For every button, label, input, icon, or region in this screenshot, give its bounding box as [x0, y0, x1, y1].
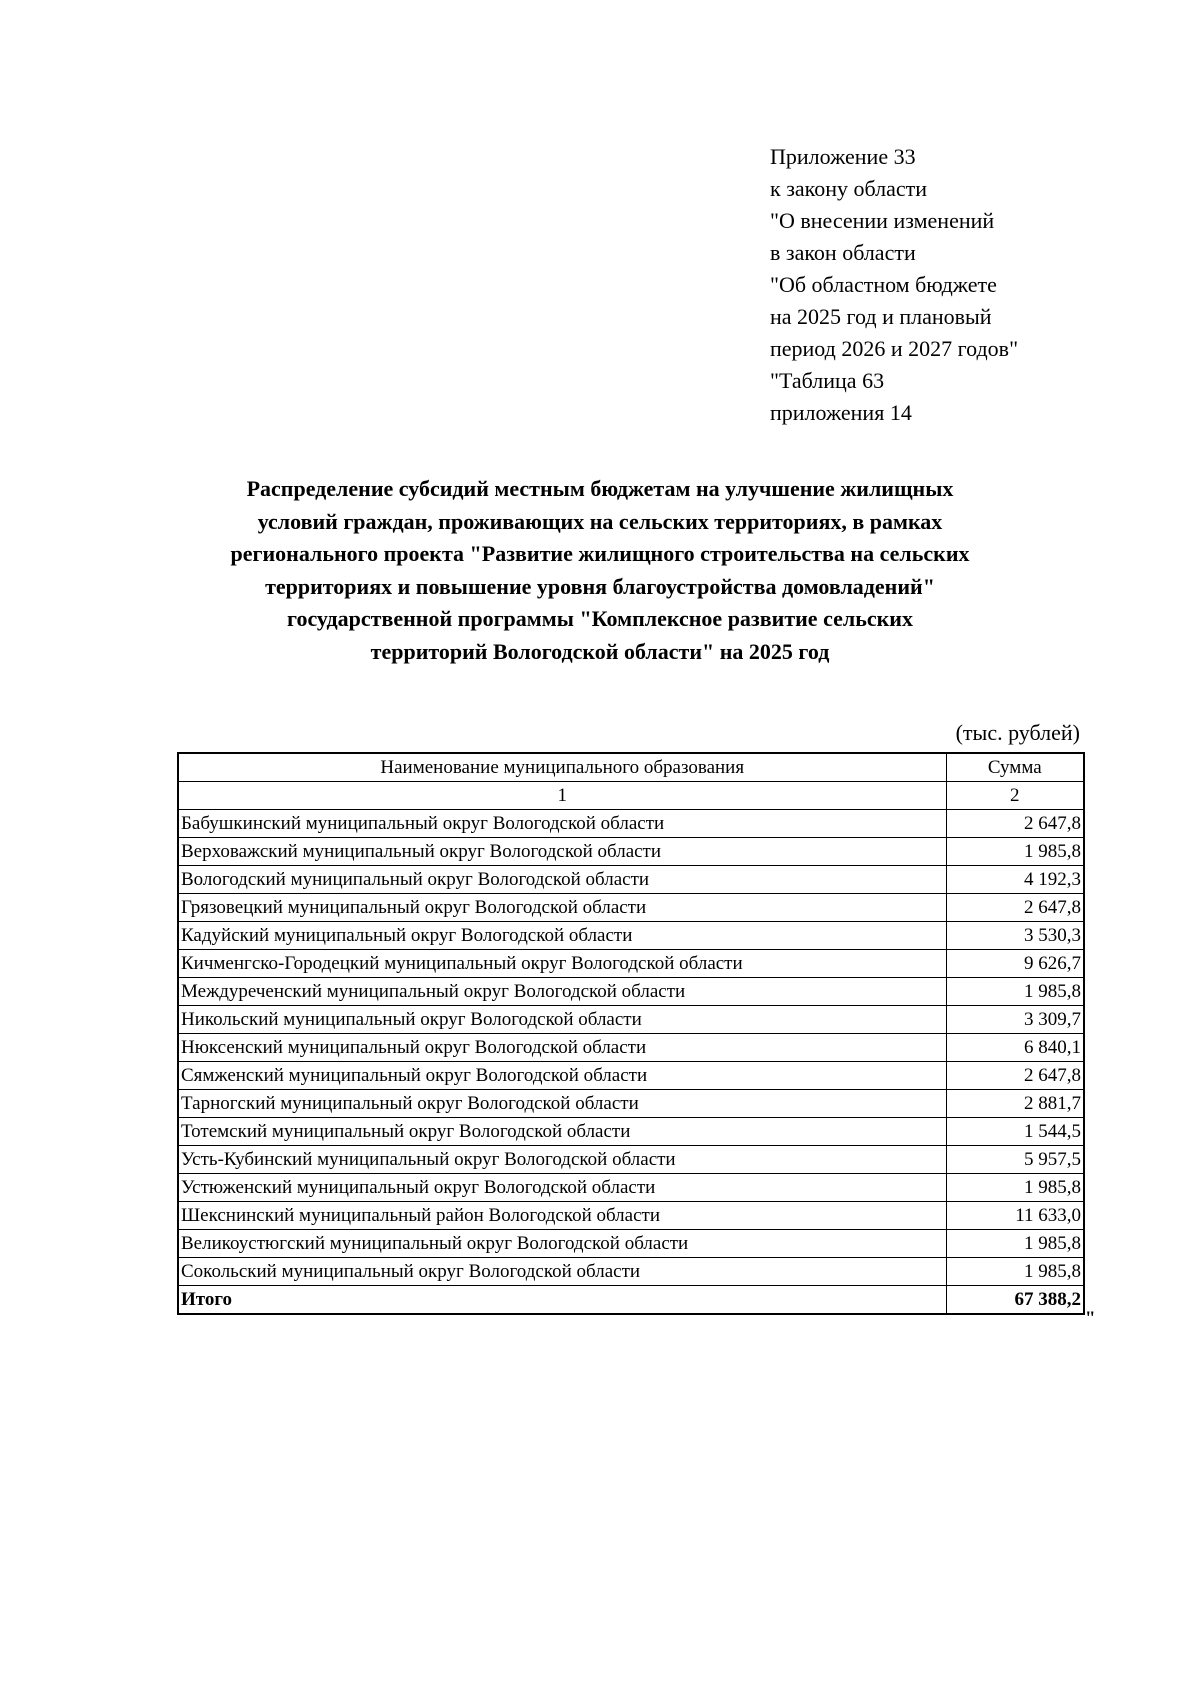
- total-amount: 67 388,2: [946, 1286, 1084, 1315]
- column-number: 1: [178, 782, 946, 810]
- table-row: [178, 1090, 1084, 1118]
- subsidy-amount: 1 985,8: [946, 1230, 1084, 1258]
- subsidy-amount: 1 985,8: [946, 1258, 1084, 1286]
- table-row: [178, 894, 1084, 922]
- table-row: [178, 950, 1084, 978]
- title-line: территорий Вологодской области" на 2025 год: [370, 638, 830, 664]
- subsidy-amount: 3 530,3: [946, 922, 1084, 950]
- table-row: [178, 922, 1084, 950]
- municipality-name: Никольский муниципальный округ Вологодской области: [178, 1006, 946, 1034]
- table-row: [178, 866, 1084, 894]
- municipality-name: Тотемский муниципальный округ Вологодской области: [178, 1118, 946, 1146]
- units-label: (тыс. рублей): [955, 720, 1080, 745]
- subsidy-amount: 3 309,7: [946, 1006, 1084, 1034]
- title-line: регионального проекта "Развитие жилищного строительства на сельских: [230, 541, 970, 566]
- municipality-name: Вологодский муниципальный округ Вологодской области: [178, 866, 946, 894]
- table-row: [178, 810, 1084, 838]
- title-line: условий граждан, проживающих на сельских территориях, в рамках: [257, 508, 943, 534]
- column-number-row: [178, 782, 1084, 810]
- municipality-name: Бабушкинский муниципальный округ Вологодской области: [178, 810, 946, 838]
- municipality-name: Тарногский муниципальный округ Вологодской области: [178, 1090, 946, 1118]
- table-row: [178, 1202, 1084, 1230]
- total-label: Итого: [178, 1286, 946, 1315]
- municipality-name: Кичменгско-Городецкий муниципальный округ Вологодской области: [178, 950, 946, 978]
- subsidy-amount: 6 840,1: [946, 1034, 1084, 1062]
- table-row: [178, 1174, 1084, 1202]
- header-municipality: Наименование муниципального образования: [178, 753, 946, 782]
- subsidy-amount: 2 647,8: [946, 894, 1084, 922]
- table-row: [178, 1118, 1084, 1146]
- table-row: [178, 978, 1084, 1006]
- appendix-header: [770, 141, 1018, 429]
- total-row: [178, 1286, 1084, 1315]
- appendix-line: "О внесении изменений: [770, 208, 995, 233]
- subsidy-amount: 1 544,5: [946, 1118, 1084, 1146]
- municipality-name: Устюженский муниципальный округ Вологодской области: [178, 1174, 946, 1202]
- table-row: [178, 1258, 1084, 1286]
- appendix-line: "Таблица 63: [770, 368, 885, 393]
- appendix-line: "Об областном бюджете: [770, 272, 997, 297]
- subsidy-table: [177, 752, 1085, 1315]
- municipality-name: Верховажский муниципальный округ Вологодской области: [178, 838, 946, 866]
- appendix-line: на 2025 год и плановый: [770, 304, 992, 329]
- subsidy-amount: 9 626,7: [946, 950, 1084, 978]
- column-number: 2: [946, 782, 1084, 810]
- municipality-name: Сямженский муниципальный округ Вологодской области: [178, 1062, 946, 1090]
- municipality-name: Шекснинский муниципальный район Вологодской области: [178, 1202, 946, 1230]
- table-header-row: [178, 753, 1084, 782]
- appendix-line: Приложение 33: [770, 144, 916, 169]
- municipality-name: Нюксенский муниципальный округ Вологодской области: [178, 1034, 946, 1062]
- table-body: [178, 810, 1084, 1286]
- title-line: Распределение субсидий местным бюджетам на улучшение жилищных: [246, 476, 954, 501]
- subsidy-amount: 2 881,7: [946, 1090, 1084, 1118]
- appendix-line: в закон области: [770, 240, 916, 265]
- table-row: [178, 1146, 1084, 1174]
- table-row: [178, 1034, 1084, 1062]
- subsidy-amount: 2 647,8: [946, 1062, 1084, 1090]
- municipality-name: Кадуйский муниципальный округ Вологодской области: [178, 922, 946, 950]
- appendix-line: период 2026 и 2027 годов": [770, 336, 1019, 361]
- subsidy-amount: 4 192,3: [946, 866, 1084, 894]
- table-row: [178, 1062, 1084, 1090]
- municipality-name: Усть-Кубинский муниципальный округ Вологодской области: [178, 1146, 946, 1174]
- title-line: территориях и повышение уровня благоустройства домовладений": [265, 573, 935, 599]
- title-line: государственной программы "Комплексное развитие сельских: [287, 606, 913, 631]
- document-title: [150, 473, 1050, 668]
- subsidy-amount: 1 985,8: [946, 838, 1084, 866]
- municipality-name: Грязовецкий муниципальный округ Вологодской области: [178, 894, 946, 922]
- subsidy-amount: 11 633,0: [946, 1202, 1084, 1230]
- appendix-line: приложения 14: [770, 400, 912, 425]
- municipality-name: Сокольский муниципальный округ Вологодской области: [178, 1258, 946, 1286]
- subsidy-amount: 2 647,8: [946, 810, 1084, 838]
- table-row: [178, 838, 1084, 866]
- table-row: [178, 1230, 1084, 1258]
- table-row: [178, 1006, 1084, 1034]
- municipality-name: Великоустюгский муниципальный округ Вологодской области: [178, 1230, 946, 1258]
- subsidy-amount: 5 957,5: [946, 1146, 1084, 1174]
- municipality-name: Междуреченский муниципальный округ Вологодской области: [178, 978, 946, 1006]
- appendix-line: к закону области: [770, 176, 928, 201]
- closing-quote: ": [1085, 1308, 1096, 1329]
- header-amount: Сумма: [946, 753, 1084, 782]
- subsidy-amount: 1 985,8: [946, 978, 1084, 1006]
- subsidy-amount: 1 985,8: [946, 1174, 1084, 1202]
